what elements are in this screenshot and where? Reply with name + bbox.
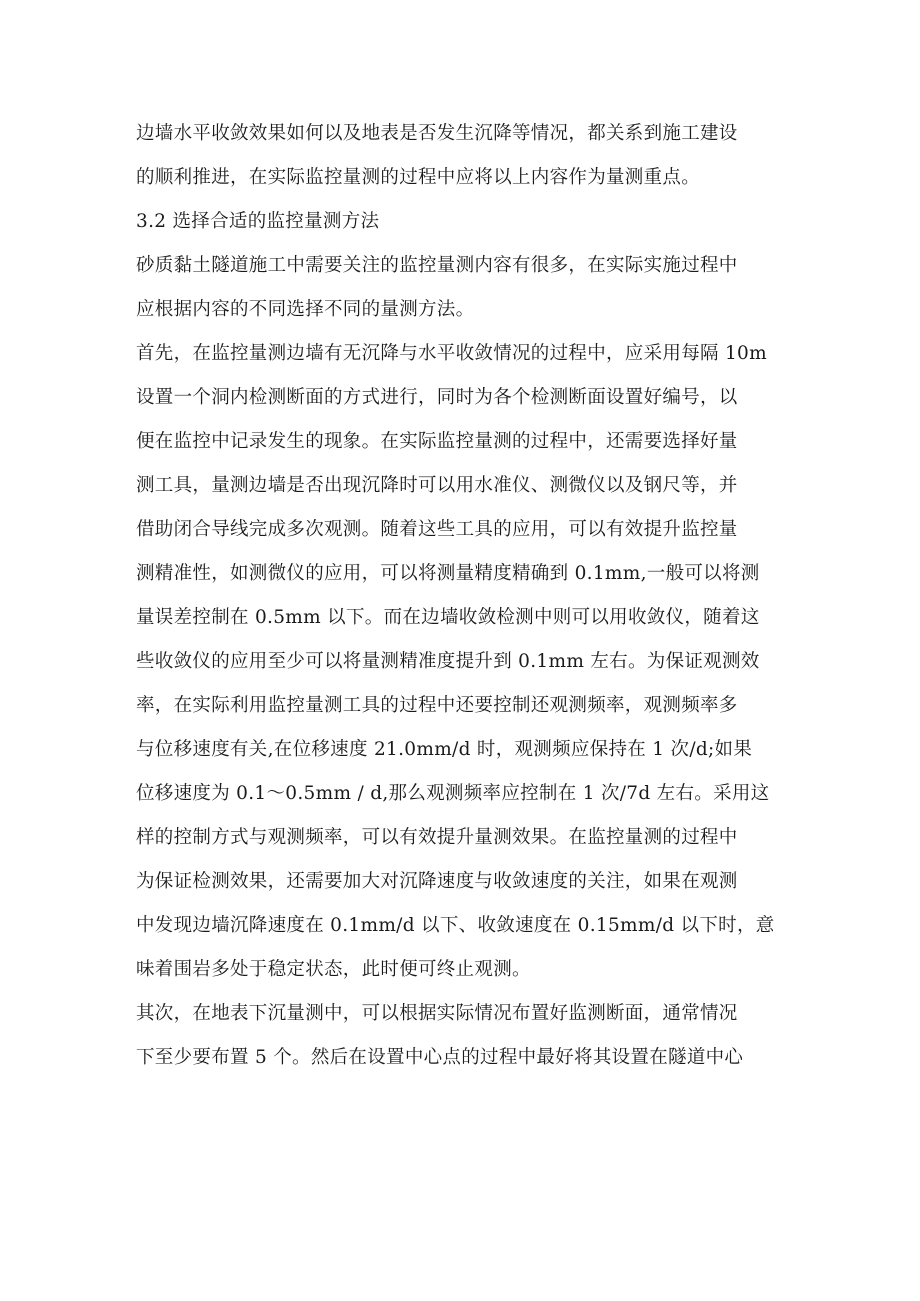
text-line: 味着围岩多处于稳定状态，此时便可终止观测。 [136, 959, 531, 980]
text-line: 首先，在监控量测边墙有无沉降与水平收敛情况的过程中，应采用每隔 10m [136, 343, 767, 364]
document-body [136, 112, 786, 1080]
text-line: 些收敛仪的应用至少可以将量测精准度提升到 0.1mm 左右。为保证观测效 [136, 651, 760, 672]
text-line: 测精准性，如测微仪的应用，可以将测量精度精确到 0.1mm,一般可以将测 [136, 563, 760, 584]
text-line: 便在监控中记录发生的现象。在实际监控量测的过程中，还需要选择好量 [136, 431, 738, 452]
text-line: 其次，在地表下沉量测中，可以根据实际情况布置好监测断面，通常情况 [136, 1003, 738, 1024]
text-line: 下至少要布置 5 个。然后在设置中心点的过程中最好将其设置在隧道中心 [136, 1047, 744, 1068]
text-line: 中发现边墙沉降速度在 0.1mm/d 以下、收敛速度在 0.15mm/d 以下时，意 [136, 915, 775, 936]
text-line: 为保证检测效果，还需要加大对沉降速度与收敛速度的关注，如果在观测 [136, 871, 738, 892]
text-line: 样的控制方式与观测频率，可以有效提升量测效果。在监控量测的过程中 [136, 827, 738, 848]
text-line: 量误差控制在 0.5mm 以下。而在边墙收敛检测中则可以用收敛仪，随着这 [136, 607, 760, 628]
section-heading: 3.2 选择合适的监控量测方法 [136, 211, 380, 232]
text-line: 率，在实际利用监控量测工具的过程中还要控制还观测频率，观测频率多 [136, 695, 738, 716]
text-line: 借助闭合导线完成多次观测。随着这些工具的应用，可以有效提升监控量 [136, 519, 738, 540]
text-line: 应根据内容的不同选择不同的量测方法。 [136, 299, 475, 320]
text-line: 设置一个洞内检测断面的方式进行，同时为各个检测断面设置好编号，以 [136, 387, 738, 408]
text-line: 边墙水平收敛效果如何以及地表是否发生沉降等情况，都关系到施工建设 [136, 123, 738, 144]
text-line: 的顺利推进，在实际监控量测的过程中应将以上内容作为量测重点。 [136, 167, 701, 188]
text-line: 测工具，量测边墙是否出现沉降时可以用水准仪、测微仪以及钢尺等，并 [136, 475, 738, 496]
text-line: 与位移速度有关,在位移速度 21.0mm/d 时，观测频应保持在 1 次/d;如果 [136, 739, 753, 760]
text-line: 位移速度为 0.1～0.5mm / d,那么观测频率应控制在 1 次/7d 左右。采用这 [136, 783, 770, 804]
text-line: 砂质黏土隧道施工中需要关注的监控量测内容有很多，在实际实施过程中 [136, 255, 738, 276]
